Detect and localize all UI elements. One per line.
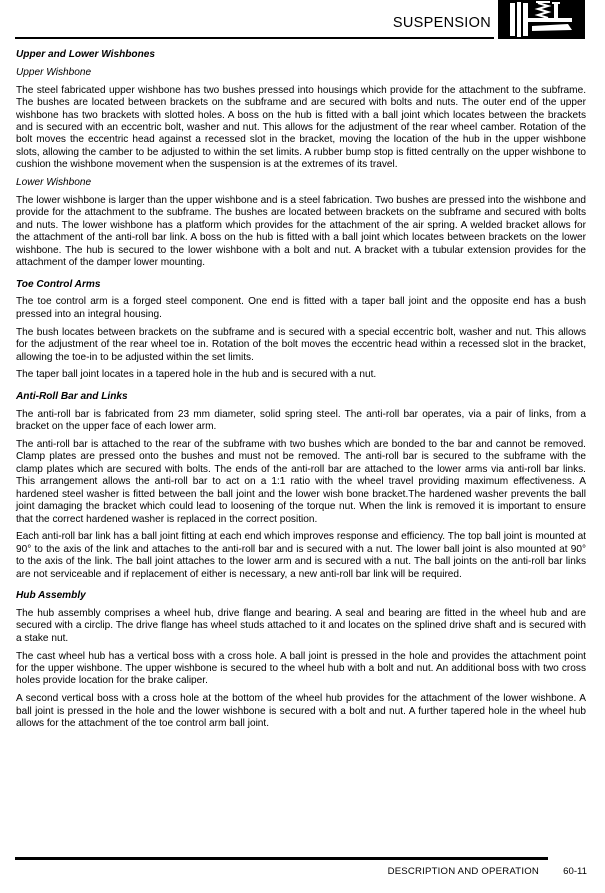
page-number: 60-11 [563,866,587,877]
subheading-upper-wishbone: Upper Wishbone [16,66,92,78]
section-anti-roll-bar [16,391,586,581]
suspension-icon [498,0,585,39]
paragraph: Each anti-roll bar link has a ball joint fitting at each end which improves response and efficiency. The top ball joint is mounted at 90° to the axis of the link and attaches to the anti-roll bar and is secured with a nut. The lower ball joint is also mounted at 90° to the axis of the link. The ball joint attaches to the lower arm and is secured with a nut. The ball joints on the anti-roll bar links are not serviceable and if replacement of either is necessary, a new anti-roll bar link will be required. [16,531,586,580]
page-content [16,49,586,736]
heading-hub-assembly: Hub Assembly [16,590,86,602]
paragraph: The anti-roll bar is fabricated from 23 mm diameter, solid spring steel. The anti-roll bar operates, via a pair of links, from a bracket on the upper face of each lower arm. [16,408,586,433]
paragraph: The toe control arm is a forged steel component. One end is fitted with a taper ball joint and the opposite end has a bush pressed into an integral housing. [16,296,586,320]
section-wishbones [16,49,586,270]
paragraph: The anti-roll bar is attached to the rear of the subframe with two bushes which are bonded to the bar and cannot be removed. Clamp plates are pressed onto the bushes and must not be removed. The anti-roll bar is secured to the subframe with the clamp plates which are secured with bolts. The ends of the anti-roll bar are attached to the lower arms via anti-roll bar links. This arrangement allows the anti-roll bar to act on a 1:1 ratio with the wheel travel providing maximum effectiveness. A hardened steel washer is fitted between the ball joint and the lower wish bone bracket.The hardened washer prevents the ball joint damaging the bracket which could lead to loosening of the torque nut. When the link is removed it is important to ensure that the correct hardened washer is replaced in the correct position. [16,439,586,525]
heading-wishbones: Upper and Lower Wishbones [16,49,155,60]
footer-label: DESCRIPTION AND OPERATION [387,866,539,877]
paragraph: The hub assembly comprises a wheel hub, drive flange and bearing. A seal and bearing are fitted in the wheel hub and are secured with a circlip. The drive flange has wheel studs attached to it and locates on the splined drive shaft and is secured with a stake nut. [16,607,586,644]
section-hub-assembly [16,590,586,731]
heading-toe-control-arms: Toe Control Arms [16,278,101,290]
subheading-lower-wishbone: Lower Wishbone [16,177,92,189]
paragraph: The taper ball joint locates in a tapered hole in the hub and is secured with a nut. [16,369,377,381]
heading-anti-roll-bar: Anti-Roll Bar and Links [16,390,128,402]
section-toe-control-arms [16,279,586,382]
paragraph: A second vertical boss with a cross hole at the bottom of the wheel hub provides for the attachment of the lower wishbone. A ball joint is pressed in the hole and the lower wishbone is secured with a bolt and nut. A further tapered hole in the wheel hub allows for the attachment of the toe control arm ball joint. [16,693,586,730]
footer-rule [15,857,548,860]
paragraph: The steel fabricated upper wishbone has two bushes pressed into housings which provide for the attachment to the subframe. The bushes are located between brackets on the subframe and are secured with bolts and nuts. The outer end of the upper wishbone has two brackets with slotted holes. A boss on the hub is fitted with a ball joint which locates between the brackets and is secured with an eccentric bolt, washer and nut. This allows for the adjustment of the rear wheel camber. Rotation of the bolt moves the eccentric head against a recessed slot in the bracket, moving the location of the hub in the upper wishbone slots, allowing the camber to be adjusted to within the set limits. A rubber bump stop is fitted centrally on the upper wishbone to cushion the wishbone movement when the suspension is at the extremes of its travel. [16,84,586,171]
paragraph: The cast wheel hub has a vertical boss with a cross hole. A ball joint is pressed in the hole and provides the attachment point for the upper wishbone. The upper wishbone is secured to the wheel hub with a bolt and nut. An additional boss with two cross holes provide location for the brake caliper. [16,650,586,687]
header-rule [15,37,494,39]
paragraph: The bush locates between brackets on the subframe and is secured with a special eccentric bolt, washer and nut. This allows for the adjustment of the rear wheel toe in. Rotation of the bolt moves the eccentric head within a recessed slot in the bracket, allowing the toe-in to be adjusted within the set limits. [16,326,586,363]
paragraph: The lower wishbone is larger than the upper wishbone and is a steel fabrication. Two bushes are pressed into the wishbone and provide for the attachment to the subframe. The bushes are located between brackets on the subframe and secured with bolts and nuts. The lower wishbone has a platform which provides for the attachment of the air spring. A welded bracket allows for the attachment of the anti-roll bar link. A boss on the hub is fitted with a ball joint which locates between brackets on the lower wishbone. The hub is secured to the lower wishbone with a bolt and nut. A bracket with a tubular extension provides for the attachment of the damper lower mounting. [16,195,586,269]
section-title: SUSPENSION [392,15,491,31]
